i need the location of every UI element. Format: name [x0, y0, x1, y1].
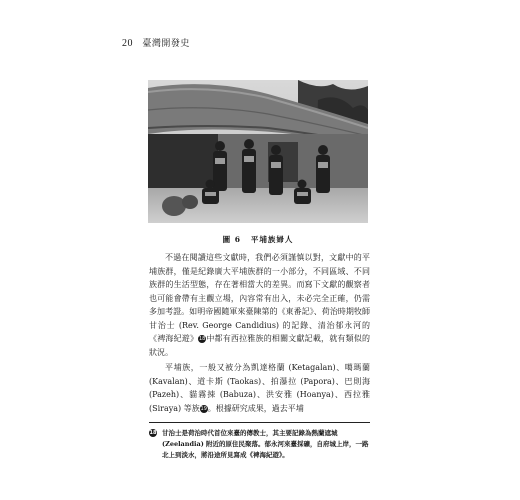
photo-image	[148, 80, 368, 223]
footnote-ref-19[interactable]: 19	[200, 405, 207, 412]
figure-caption	[148, 234, 368, 245]
footnote-divider	[149, 422, 370, 423]
footnote-text: 甘治士是荷治時代首位來臺的傳教士，其主要記錄為熱蘭遮城 (Zeelandia) 附近的原住民聚落。郁永河來臺採礦，自府城上岸，一路北上到淡水，將沿途所見寫成《裨海紀遊》。	[162, 429, 369, 459]
paragraph-2-text-b: 。根據研究成果，過去平埔	[207, 403, 304, 413]
paragraph-1	[149, 251, 370, 359]
footnote-18	[149, 428, 370, 461]
figure-caption-text: 平埔族婦人	[250, 235, 294, 244]
paragraph-2-text-a: 平埔族，一般又被分為凱達格蘭 (Ketagalan)、噶瑪蘭 (Kavalan)、道卡斯 (Taokas)、拍瀑拉 (Papora)、巴則海 (Pazeh)、貓霧捒 (Babuza)、洪安雅 (Hoanya)、西拉雅 (Siraya) 等族	[149, 363, 370, 413]
historical-photo	[148, 80, 368, 223]
running-header	[122, 36, 190, 49]
page-number: 20	[122, 38, 133, 49]
running-title: 臺灣開發史	[142, 39, 190, 49]
footnote-mark: 18	[149, 430, 157, 436]
paragraph-1-text-b: 中都有西拉雅族的相關文獻記載，就有類似的狀況。	[149, 334, 371, 357]
body-text	[149, 251, 370, 461]
paragraph-2	[149, 361, 370, 415]
paragraph-1-text-a: 不過在閱讀這些文獻時，我們必須謹慎以對，文獻中的平埔族群，僅是紀錄廣大平埔族群的一小部分，不同區域、不同族群的生活型態，存在著相當大的差異。而寫下文獻的觀察者也可能會帶有主觀立場，內容常有出入，未必完全正確，仍需多加考證。如明帝國隨軍來臺陳第的《東番記》、荷治時期牧師甘治士 (Rev. George Candidius) 的記錄、清治郁永河的《裨海紀遊》	[149, 253, 370, 343]
figure-label: 圖 6	[222, 235, 241, 244]
footnote-ref-18[interactable]: 18	[198, 336, 206, 342]
